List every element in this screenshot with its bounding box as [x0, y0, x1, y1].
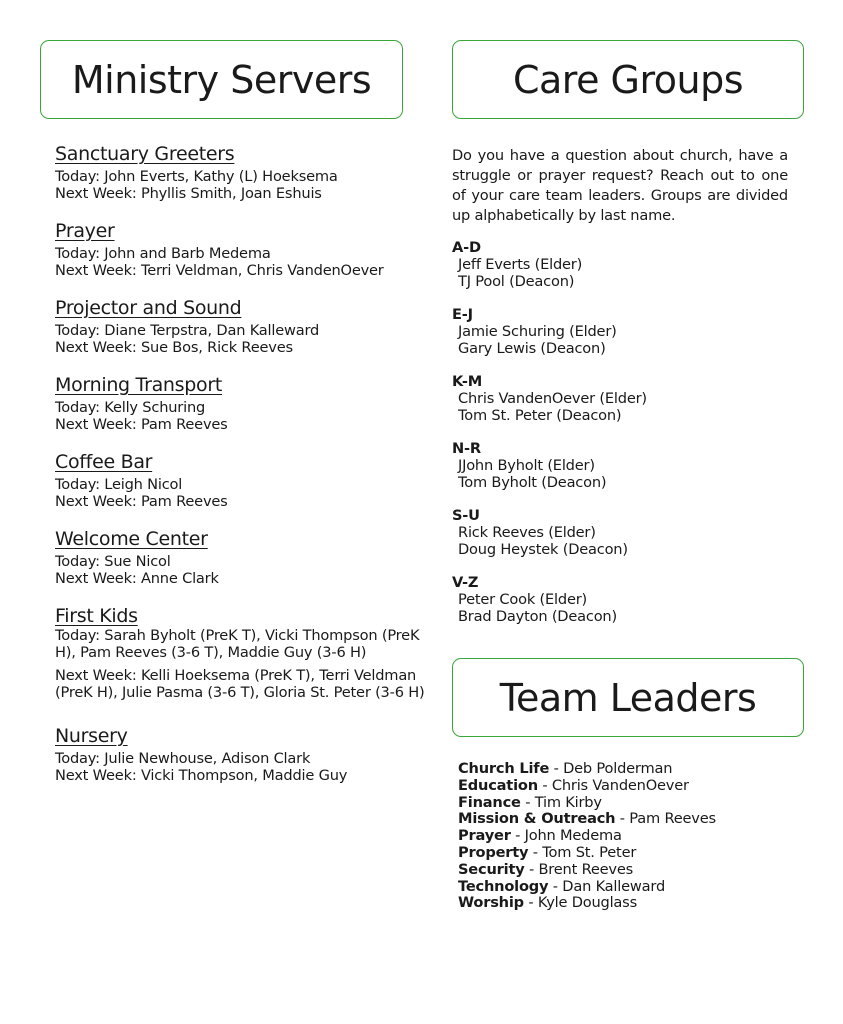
team-role: Education: [458, 776, 538, 794]
team-role: Mission & Outreach: [458, 810, 616, 828]
next-week-line: Next Week: Anne Clark: [55, 570, 219, 587]
today-line: Today: Leigh Nicol: [55, 476, 183, 493]
team-leader-name: - John Medema: [510, 827, 622, 845]
care-group: [452, 574, 802, 625]
deacon-name: Tom Byholt (Deacon): [458, 474, 607, 491]
team-leader-name: - Brent Reeves: [524, 860, 634, 878]
team-leader-name: - Dan Kalleward: [548, 877, 666, 895]
team-leader-row: [458, 879, 803, 896]
elder-name: Jeff Everts (Elder): [458, 256, 583, 273]
care-groups-intro: Do you have a question about church, have a struggle or prayer request? Reach out to one of your care team leaders. Groups are divided up alphabetically by last name.: [452, 147, 788, 224]
next-week-line: Next Week: Sue Bos, Rick Reeves: [55, 339, 293, 356]
ministry-title: Morning Transport: [55, 374, 223, 396]
group-range: K-M: [452, 373, 483, 390]
team-leader-row: [458, 778, 803, 795]
elder-name: Chris VandenOever (Elder): [458, 390, 647, 407]
group-range: E-J: [452, 306, 473, 323]
deacon-name: Doug Heystek (Deacon): [458, 541, 628, 558]
today-line: Today: Julie Newhouse, Adison Clark: [55, 750, 311, 767]
deacon-name: Brad Dayton (Deacon): [458, 608, 617, 625]
ministry-title: Nursery: [55, 725, 128, 747]
today-line: Today: Sarah Byholt (PreK T), Vicki Thompson (PreK H), Pam Reeves (3-6 T), Maddie Guy (3-6 H): [55, 627, 420, 661]
next-week-line: Next Week: Vicki Thompson, Maddie Guy: [55, 767, 348, 784]
team-role: Finance: [458, 793, 521, 811]
care-group: [452, 239, 802, 290]
team-leaders-heading: Team Leaders: [499, 675, 757, 720]
care-groups-heading: Care Groups: [512, 57, 744, 102]
ministry-title: Welcome Center: [55, 528, 208, 550]
team-leader-row: [458, 845, 803, 862]
today-line: Today: John Everts, Kathy (L) Hoeksema: [55, 168, 338, 185]
team-leader-name: - Tom St. Peter: [528, 843, 637, 861]
ministry-title: First Kids: [55, 605, 138, 627]
ministry-section: [55, 374, 427, 433]
elder-name: Rick Reeves (Elder): [458, 524, 596, 541]
ministry-title: Sanctuary Greeters: [55, 143, 235, 165]
ministry-title: Prayer: [55, 220, 115, 242]
group-range: V-Z: [452, 574, 479, 591]
team-leader-name: - Chris VandenOever: [537, 776, 689, 794]
deacon-name: TJ Pool (Deacon): [458, 273, 575, 290]
team-leader-name: - Deb Polderman: [549, 760, 673, 777]
team-role: Worship: [458, 894, 524, 912]
team-leader-row: [458, 895, 803, 912]
team-leader-row: [458, 862, 803, 879]
care-group: [452, 507, 802, 558]
ministry-servers-heading: Ministry Servers: [71, 57, 372, 102]
elder-name: JJohn Byholt (Elder): [458, 457, 595, 474]
care-group: [452, 306, 802, 357]
ministry-section: [55, 297, 427, 356]
team-leader-row: [458, 828, 803, 845]
team-leader-name: - Pam Reeves: [615, 810, 716, 828]
team-role: Property: [458, 843, 529, 861]
ministry-section: [55, 605, 427, 701]
team-leaders-list: [458, 761, 803, 912]
today-line: Today: Kelly Schuring: [55, 399, 206, 416]
group-range: N-R: [452, 440, 481, 457]
elder-name: Peter Cook (Elder): [458, 591, 588, 608]
today-line: Today: Diane Terpstra, Dan Kalleward: [55, 322, 320, 339]
ministry-title: Projector and Sound: [55, 297, 242, 319]
care-group: [452, 373, 802, 424]
team-leader-row: [458, 761, 803, 778]
ministry-section: [55, 143, 427, 202]
next-week-line: Next Week: Phyllis Smith, Joan Eshuis: [55, 185, 322, 202]
ministry-section: [55, 451, 427, 510]
team-leader-row: [458, 811, 803, 828]
team-leader-name: - Kyle Douglass: [523, 894, 637, 912]
team-leaders-heading-box: [452, 658, 804, 737]
care-groups-heading-box: [452, 40, 804, 119]
team-role: Prayer: [458, 827, 511, 845]
elder-name: Jamie Schuring (Elder): [458, 323, 617, 340]
group-range: S-U: [452, 507, 480, 524]
team-role: Security: [458, 860, 525, 878]
care-group: [452, 440, 802, 491]
team-leader-name: - Tim Kirby: [520, 793, 602, 811]
deacon-name: Gary Lewis (Deacon): [458, 340, 606, 357]
today-line: Today: John and Barb Medema: [55, 245, 271, 262]
next-week-line: Next Week: Terri Veldman, Chris VandenOever: [55, 262, 384, 279]
next-week-line: Next Week: Kelli Hoeksema (PreK T), Terri Veldman (PreK H), Julie Pasma (3-6 T), Gloria St. Peter (3-6 H): [55, 667, 425, 701]
team-role: Church Life: [458, 760, 550, 777]
today-line: Today: Sue Nicol: [55, 553, 171, 570]
team-leader-row: [458, 795, 803, 812]
care-groups-list: [452, 239, 802, 641]
next-week-line: Next Week: Pam Reeves: [55, 493, 228, 510]
ministry-title: Coffee Bar: [55, 451, 153, 473]
deacon-name: Tom St. Peter (Deacon): [458, 407, 622, 424]
team-role: Technology: [458, 877, 549, 895]
ministry-servers-heading-box: [40, 40, 403, 119]
ministry-section: [55, 725, 427, 784]
ministry-servers-list: [55, 143, 427, 802]
next-week-line: Next Week: Pam Reeves: [55, 416, 228, 433]
group-range: A-D: [452, 239, 481, 256]
ministry-section: [55, 220, 427, 279]
ministry-section: [55, 528, 427, 587]
